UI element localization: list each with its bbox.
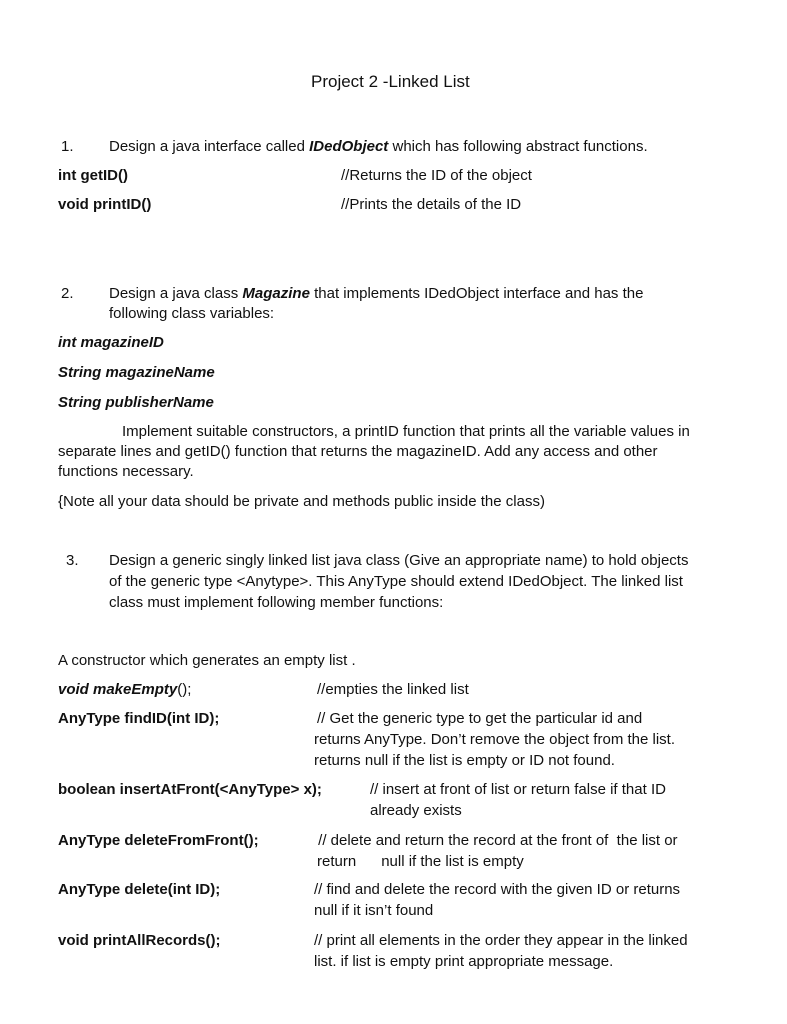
variable-magazine-id: int magazineID xyxy=(58,334,164,351)
variable-publisher-name: String publisherName xyxy=(58,394,214,411)
constructor-note: A constructor which generates an empty list . xyxy=(58,652,356,669)
section-1-intro xyxy=(109,137,648,157)
method-comment-getid: //Returns the ID of the object xyxy=(341,167,532,184)
section-2-description-line1: Implement suitable constructors, a printID function that prints all the variable values in xyxy=(122,423,690,440)
page-title: Project 2 -Linked List xyxy=(311,72,470,91)
function-comment-delete-line1: // find and delete the record with the given ID or returns xyxy=(314,881,681,898)
section-2-intro-before: Design a java class xyxy=(109,285,243,302)
make-empty-parens: (); xyxy=(177,681,192,698)
section-1-intro-after: which has following abstract functions. xyxy=(388,138,648,155)
section-2-description-line2: separate lines and getID() function that returns the magazineID. Add any access and other xyxy=(58,443,658,460)
section-2-intro xyxy=(109,284,643,304)
method-signature-printid: void printID() xyxy=(58,196,152,213)
function-comment-delete-line2: null if it isn’t found xyxy=(314,902,434,919)
function-comment-make-empty: //empties the linked list xyxy=(317,681,469,698)
function-comment-delete-from-front-line1: // delete and return the record at the front of the list or xyxy=(314,832,678,849)
section-2-note: {Note all your data should be private and methods public inside the class) xyxy=(58,493,545,510)
variable-magazine-name: String magazineName xyxy=(58,364,215,381)
function-signature-make-empty xyxy=(58,680,191,700)
function-comment-find-id-line3: returns null if the list is empty or ID not found. xyxy=(314,752,615,769)
section-2-number: 2. xyxy=(61,285,74,302)
class-name: Magazine xyxy=(242,285,310,302)
section-1-intro-before: Design a java interface called xyxy=(109,138,310,155)
function-comment-delete-from-front-line2: return null if the list is empty xyxy=(317,853,524,870)
section-3-intro-line1: Design a generic singly linked list java class (Give an appropriate name) to hold objects xyxy=(109,552,689,569)
section-2-intro-line2: following class variables: xyxy=(109,305,275,322)
method-signature-getid: int getID() xyxy=(58,167,128,184)
interface-name: IDedObject xyxy=(309,138,389,155)
function-signature-delete-from-front: AnyType deleteFromFront(); xyxy=(58,832,259,849)
function-signature-print-all-records: void printAllRecords(); xyxy=(58,932,221,949)
function-signature-find-id: AnyType findID(int ID); xyxy=(58,710,220,727)
section-2-intro-after: that implements IDedObject interface and has the xyxy=(309,285,644,302)
function-signature-delete: AnyType delete(int ID); xyxy=(58,881,221,898)
function-comment-find-id-line1: // Get the generic type to get the particular id and xyxy=(317,710,643,727)
section-1-number: 1. xyxy=(61,138,74,155)
section-3-number: 3. xyxy=(66,552,79,569)
function-signature-insert-at-front: boolean insertAtFront(<AnyType> x); xyxy=(58,781,322,798)
section-3-intro-line2: of the generic type <Anytype>. This AnyType should extend IDedObject. The linked list xyxy=(109,573,683,590)
make-empty-name: void makeEmpty xyxy=(58,681,178,698)
function-comment-print-all-records-line2: list. if list is empty print appropriate message. xyxy=(314,953,614,970)
function-comment-insert-at-front-line1: // insert at front of list or return false if that ID xyxy=(370,781,666,798)
section-3-intro-line3: class must implement following member functions: xyxy=(109,594,444,611)
section-2-description-line3: functions necessary. xyxy=(58,463,194,480)
function-comment-find-id-line2: returns AnyType. Don’t remove the object from the list. xyxy=(314,731,675,748)
function-comment-insert-at-front-line2: already exists xyxy=(370,802,462,819)
method-comment-printid: //Prints the details of the ID xyxy=(341,196,522,213)
function-comment-print-all-records-line1: // print all elements in the order they appear in the linked xyxy=(314,932,688,949)
